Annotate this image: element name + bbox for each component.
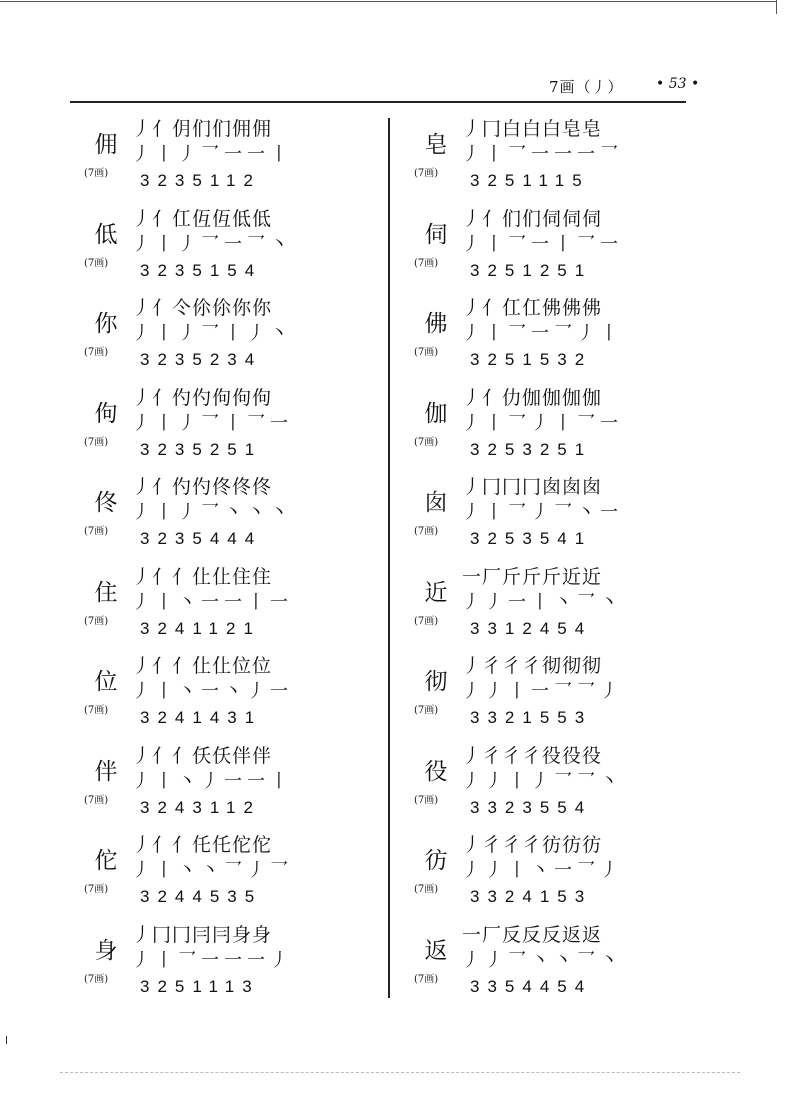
- head-character: 彻: [424, 669, 448, 695]
- stroke-shapes: 丿丿乛丶丶乛丶: [462, 949, 623, 971]
- stroke-build-sequence: 丿亻们们伺伺伺: [462, 207, 603, 230]
- head-character: 囱: [424, 490, 448, 516]
- stroke-count-label: (7画): [84, 615, 109, 627]
- stroke-build-sequence: 一厂斤斤斤近近: [462, 565, 603, 588]
- stroke-count-label: (7画): [414, 705, 439, 716]
- head-character: 你: [94, 311, 118, 337]
- running-head: 7画（丿）: [549, 78, 624, 96]
- stroke-count-label: (7画): [84, 884, 109, 895]
- stroke-shapes: 丿丨丿乛一一丨: [132, 144, 293, 165]
- head-character: 伴: [94, 758, 118, 785]
- stroke-build-sequence: 丿亻亻仸仸伴伴: [132, 744, 273, 767]
- stroke-codes: 3324153: [470, 887, 593, 906]
- head-character: 佣: [94, 132, 118, 158]
- character-entry: [410, 739, 640, 829]
- stroke-codes: 3241121: [140, 618, 261, 638]
- stroke-build-sequence: 丿冂冂冃冃身身: [132, 923, 273, 946]
- stroke-shapes: 丿丨丿乛丨乛一: [132, 412, 293, 434]
- stroke-codes: 3244535: [140, 887, 263, 906]
- character-entry: [80, 112, 310, 202]
- head-character: 返: [424, 937, 448, 964]
- head-character: 伽: [424, 400, 448, 427]
- stroke-codes: 3321553: [470, 708, 593, 727]
- stroke-shapes: 丿丨丿乛一乛丶: [132, 233, 293, 255]
- stroke-shapes: 丿丿一丨丶乛丶: [462, 591, 623, 613]
- stroke-build-sequence: 丿亻仢仢佟佟佟: [132, 476, 273, 498]
- character-entry: [410, 291, 640, 381]
- stroke-count-label: (7画): [84, 257, 109, 269]
- stroke-count-label: (7画): [84, 794, 109, 806]
- stroke-shapes: 丿丨乛一乛丿丨: [462, 323, 623, 344]
- stroke-count-label: (7画): [414, 794, 439, 806]
- stroke-count-label: (7画): [84, 973, 109, 985]
- stroke-build-sequence: 丿亻亻仛仛佗佗: [132, 834, 273, 856]
- head-character: 身: [94, 937, 118, 964]
- stroke-count-label: (7画): [414, 436, 439, 448]
- stroke-shapes: 丿丨丿乛丶丶丶: [132, 502, 293, 523]
- stroke-count-label: (7画): [414, 615, 439, 627]
- character-entry: [80, 202, 310, 292]
- head-character: 佗: [94, 848, 118, 874]
- character-entry: [410, 918, 640, 1008]
- stroke-build-sequence: 丿亻仒伱伱你你: [132, 297, 273, 319]
- head-character: 近: [424, 579, 448, 606]
- stroke-codes: 3235234: [140, 350, 263, 369]
- stroke-shapes: 丿丨丶一丶丿一: [132, 681, 293, 702]
- stroke-shapes: 丿丨乛丿丨乛一: [462, 412, 623, 434]
- page-number: • 53 •: [656, 76, 700, 92]
- stroke-codes: 3235444: [140, 529, 263, 548]
- stroke-build-sequence: 丿彳彳彳彷彷彷: [462, 834, 603, 856]
- character-entry: [410, 112, 640, 202]
- stroke-shapes: 丿丨乛一丨乛一: [462, 233, 623, 255]
- character-entry: [410, 470, 640, 560]
- stroke-codes: 3235154: [140, 260, 263, 280]
- stroke-shapes: 丿丨丿乛丨丿丶: [132, 323, 293, 344]
- stroke-codes: 3243112: [140, 797, 261, 817]
- head-character: 低: [94, 221, 118, 248]
- stroke-build-sequence: 丿亻仜仾仾低低: [132, 207, 273, 230]
- stroke-build-sequence: 丿亻仂伽伽伽伽: [462, 386, 603, 409]
- stroke-build-sequence: 丿亻亻仩仩住住: [132, 565, 273, 588]
- scan-corner-tick: [776, 0, 777, 14]
- stroke-count-label: (7画): [84, 168, 109, 179]
- character-entry: [80, 649, 310, 739]
- character-entry: [80, 381, 310, 471]
- stroke-count-label: (7画): [414, 347, 439, 358]
- stroke-build-sequence: 丿彳彳彳彻彻彻: [462, 655, 603, 677]
- head-character: 住: [94, 579, 118, 606]
- character-entry: [80, 828, 310, 918]
- stroke-build-sequence: 丿彳彳彳役役役: [462, 744, 603, 767]
- stroke-count-label: (7画): [414, 257, 439, 269]
- stroke-codes: 3235251: [140, 439, 263, 459]
- head-character: 皂: [424, 132, 448, 158]
- head-character: 伺: [424, 221, 448, 248]
- character-entry: [410, 560, 640, 650]
- stroke-count-label: (7画): [84, 526, 109, 537]
- stroke-codes: 3253251: [470, 439, 593, 459]
- stroke-codes: 3253541: [470, 529, 593, 548]
- character-entry: [80, 560, 310, 650]
- stroke-count-label: (7画): [84, 436, 109, 448]
- character-entry: [410, 202, 640, 292]
- head-character: 佛: [424, 311, 448, 337]
- stroke-build-sequence: 丿亻仜仜佛佛佛: [462, 297, 603, 319]
- stroke-build-sequence: 丿冂白白白皂皂: [462, 118, 603, 140]
- stroke-codes: 3251113: [140, 976, 260, 996]
- stroke-count-label: (7画): [414, 168, 439, 179]
- head-character: 位: [94, 669, 118, 695]
- stroke-shapes: 丿丨丶丶乛丿乛: [132, 860, 293, 881]
- column-divider: [388, 118, 390, 998]
- stroke-count-label: (7画): [414, 526, 439, 537]
- stroke-count-label: (7画): [414, 973, 439, 985]
- left-column: [80, 112, 310, 1007]
- stroke-codes: 3251251: [470, 260, 593, 280]
- stroke-shapes: 丿丨丶丿一一丨: [132, 770, 293, 792]
- stroke-count-label: (7画): [414, 884, 439, 895]
- stroke-build-sequence: 丿亻仴们们佣佣: [132, 118, 273, 140]
- head-character: 佝: [94, 400, 118, 427]
- stroke-build-sequence: 丿亻亻仩仩位位: [132, 655, 273, 677]
- character-entry: [410, 828, 640, 918]
- character-entry: [80, 918, 310, 1008]
- margin-mark: [6, 1036, 7, 1044]
- stroke-codes: 3251115: [470, 171, 590, 190]
- right-column: [410, 112, 640, 1007]
- scan-bottom-line: [60, 1072, 740, 1073]
- character-entry: [80, 739, 310, 829]
- stroke-codes: 3241431: [140, 708, 263, 727]
- stroke-codes: 3323554: [470, 797, 593, 817]
- head-character: 佟: [94, 490, 118, 516]
- character-entry: [80, 291, 310, 381]
- stroke-build-sequence: 丿冂冂冂囱囱囱: [462, 476, 603, 498]
- stroke-count-label: (7画): [84, 347, 109, 358]
- stroke-count-label: (7画): [84, 705, 109, 716]
- stroke-codes: 3312454: [470, 618, 593, 638]
- head-character: 彷: [424, 848, 448, 874]
- stroke-shapes: 丿丨乛一一一丿: [132, 949, 293, 971]
- character-entry: [80, 470, 310, 560]
- stroke-shapes: 丿丨乛一一一乛: [462, 144, 623, 165]
- stroke-codes: 3251532: [470, 350, 593, 369]
- header-rule: [70, 101, 686, 103]
- character-entry: [410, 649, 640, 739]
- stroke-build-sequence: 一厂反反反返返: [462, 923, 603, 946]
- stroke-shapes: 丿丨乛丿乛丶一: [462, 502, 623, 523]
- character-entry: [410, 381, 640, 471]
- stroke-shapes: 丿丿丨丶一乛丿: [462, 860, 623, 881]
- stroke-build-sequence: 丿亻仢仢佝佝佝: [132, 386, 273, 409]
- stroke-shapes: 丿丿丨丿乛乛丶: [462, 770, 623, 792]
- scan-top-border: [0, 1, 776, 2]
- stroke-shapes: 丿丿丨一乛乛丿: [462, 681, 623, 702]
- head-character: 役: [424, 758, 448, 785]
- stroke-codes: 3354454: [470, 976, 593, 996]
- stroke-shapes: 丿丨丶一一丨一: [132, 591, 293, 613]
- stroke-codes: 3235112: [140, 171, 261, 190]
